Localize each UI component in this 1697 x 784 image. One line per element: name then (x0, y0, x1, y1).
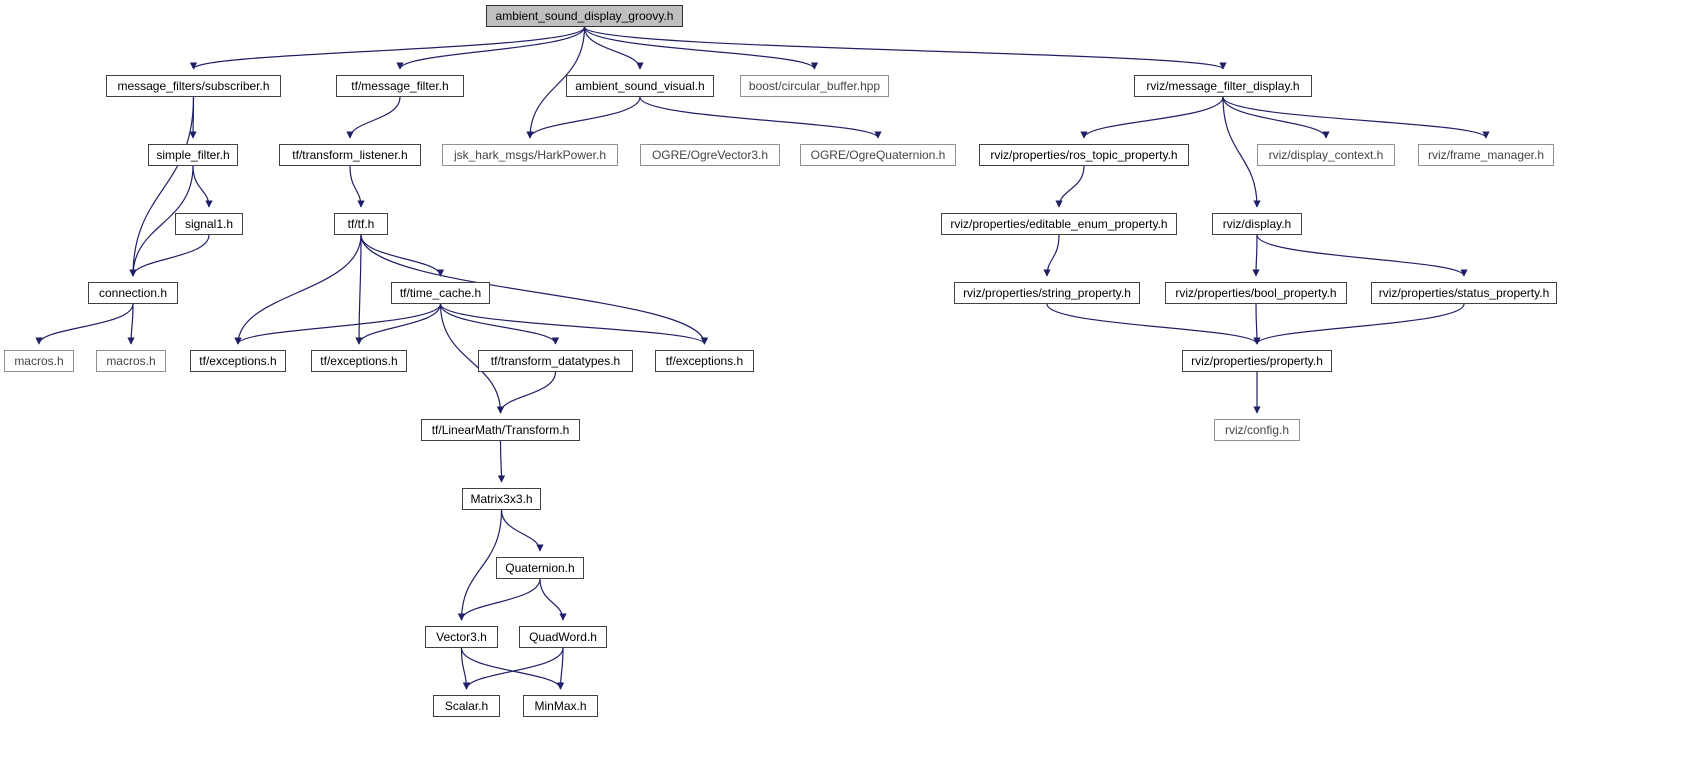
graph-node-n36[interactable]: Scalar.h (433, 695, 500, 717)
graph-edge (131, 304, 133, 344)
graph-edge (441, 304, 705, 344)
graph-edge (585, 27, 1224, 69)
graph-edge (467, 648, 564, 689)
graph-edge (462, 648, 561, 689)
graph-edge (193, 97, 194, 138)
graph-node-n21[interactable]: rviz/properties/bool_property.h (1165, 282, 1347, 304)
graph-node-n2[interactable]: tf/message_filter.h (336, 75, 464, 97)
graph-node-n30[interactable]: tf/LinearMath/Transform.h (421, 419, 580, 441)
graph-node-n28[interactable]: tf/exceptions.h (655, 350, 754, 372)
graph-edge (585, 27, 641, 69)
graph-edge (1047, 235, 1059, 276)
graph-edge (238, 235, 361, 344)
graph-edge (359, 304, 441, 344)
graph-edge (561, 648, 564, 689)
graph-node-n10[interactable]: OGRE/OgreQuaternion.h (800, 144, 956, 166)
graph-node-n1[interactable]: message_filters/subscriber.h (106, 75, 281, 97)
graph-node-n4[interactable]: boost/circular_buffer.hpp (740, 75, 889, 97)
graph-edge (359, 235, 361, 344)
graph-node-n8[interactable]: jsk_hark_msgs/HarkPower.h (442, 144, 618, 166)
graph-edge (39, 304, 133, 344)
graph-edge (441, 304, 556, 344)
graph-edge (1059, 166, 1084, 207)
graph-node-n5[interactable]: rviz/message_filter_display.h (1134, 75, 1312, 97)
graph-edge (361, 235, 441, 276)
graph-node-n20[interactable]: rviz/properties/string_property.h (954, 282, 1140, 304)
graph-node-n34[interactable]: Vector3.h (425, 626, 498, 648)
graph-edge (194, 27, 585, 69)
graph-node-n9[interactable]: OGRE/OgreVector3.h (640, 144, 780, 166)
graph-node-n22[interactable]: rviz/properties/status_property.h (1371, 282, 1557, 304)
graph-edge (530, 97, 640, 138)
graph-edge (1257, 304, 1464, 344)
graph-node-n24[interactable]: macros.h (96, 350, 166, 372)
graph-edge (462, 648, 467, 689)
graph-edge (1223, 97, 1326, 138)
graph-edge (238, 304, 441, 344)
graph-node-n3[interactable]: ambient_sound_visual.h (566, 75, 714, 97)
graph-node-n31[interactable]: rviz/config.h (1214, 419, 1300, 441)
graph-node-n18[interactable]: connection.h (88, 282, 178, 304)
graph-edge (350, 97, 400, 138)
graph-node-n15[interactable]: tf/tf.h (334, 213, 388, 235)
graph-node-n25[interactable]: tf/exceptions.h (190, 350, 286, 372)
graph-node-n32[interactable]: Matrix3x3.h (462, 488, 541, 510)
graph-edge (350, 166, 361, 207)
graph-node-n13[interactable]: rviz/frame_manager.h (1418, 144, 1554, 166)
graph-edge (501, 441, 502, 482)
graph-node-n33[interactable]: Quaternion.h (496, 557, 584, 579)
graph-node-n6[interactable]: simple_filter.h (148, 144, 238, 166)
graph-node-n16[interactable]: rviz/properties/editable_enum_property.h (941, 213, 1177, 235)
graph-node-n26[interactable]: tf/exceptions.h (311, 350, 407, 372)
graph-node-n35[interactable]: QuadWord.h (519, 626, 607, 648)
graph-edge (502, 510, 541, 551)
graph-edge (1084, 97, 1223, 138)
graph-edge (1256, 304, 1257, 344)
graph-edge (1047, 304, 1257, 344)
graph-edge (133, 235, 209, 276)
graph-edge (1256, 235, 1257, 276)
graph-edge (540, 579, 563, 620)
graph-node-n11[interactable]: rviz/properties/ros_topic_property.h (979, 144, 1189, 166)
graph-node-n27[interactable]: tf/transform_datatypes.h (478, 350, 633, 372)
graph-node-n7[interactable]: tf/transform_listener.h (279, 144, 421, 166)
graph-edge (585, 27, 815, 69)
graph-node-n17[interactable]: rviz/display.h (1212, 213, 1302, 235)
graph-edge (1257, 235, 1464, 276)
graph-edge (1223, 97, 1486, 138)
graph-node-n0[interactable]: ambient_sound_display_groovy.h (486, 5, 683, 27)
graph-node-n23[interactable]: macros.h (4, 350, 74, 372)
graph-node-n29[interactable]: rviz/properties/property.h (1182, 350, 1332, 372)
graph-edge (640, 97, 878, 138)
graph-node-n12[interactable]: rviz/display_context.h (1257, 144, 1395, 166)
graph-edge (1223, 97, 1257, 207)
graph-node-n14[interactable]: signal1.h (175, 213, 243, 235)
graph-edge (133, 97, 194, 276)
graph-node-n19[interactable]: tf/time_cache.h (391, 282, 490, 304)
graph-edge (501, 372, 556, 413)
graph-edge (193, 166, 209, 207)
graph-edge (400, 27, 585, 69)
graph-edge (462, 579, 541, 620)
graph-node-n37[interactable]: MinMax.h (523, 695, 598, 717)
